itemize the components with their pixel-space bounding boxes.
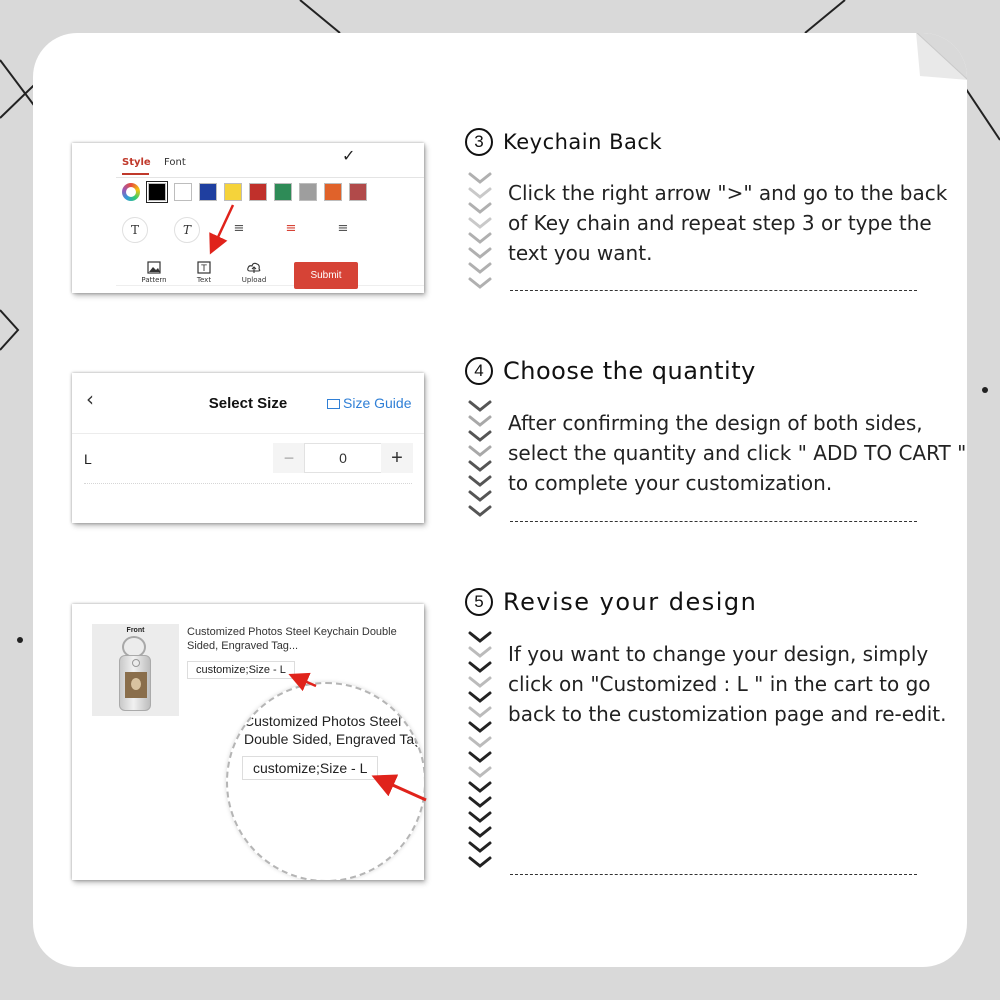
chevron-down-icon [467,795,493,810]
chevron-down-icon [467,810,493,825]
chevron-down-icon [467,840,493,855]
tutorial-card [33,33,967,967]
step-4-heading [465,357,756,385]
text-label: Text [196,276,212,284]
size-guide-label: Size Guide [343,395,412,411]
upload-label: Upload [241,276,267,284]
chevron-down-icon [467,246,493,261]
pattern-tool[interactable] [134,261,174,284]
chevron-down-icon [467,660,493,675]
step-3-description: Click the right arrow ">" and go to the back of Key chain and repeat step 3 or type the text you want. [508,181,948,265]
dashed-divider [510,290,917,291]
chevron-down-icon [467,504,493,519]
page-fold-corner [916,33,967,80]
step-number: 3 [465,128,493,156]
submit-button[interactable]: Submit [294,262,358,289]
color-swatch-gray[interactable] [299,183,317,201]
chevron-down-icon [467,414,493,429]
divider [116,177,424,178]
tab-font[interactable]: Font [164,157,186,168]
chevron-down-icon [467,675,493,690]
step-title: Choose the quantity [503,357,756,385]
chevron-down-icon [467,855,493,870]
zoom-product-title [244,712,424,748]
text-tool[interactable] [184,261,224,284]
customize-option-tag[interactable]: customize;Size - L [187,661,295,679]
align-right-icon[interactable]: ≡ [337,221,349,236]
step-title: Keychain Back [503,130,663,154]
tag-hole [132,659,140,667]
quantity-stepper [273,443,413,473]
decrease-quantity-button[interactable]: − [273,443,305,473]
zoom-title-line-1: Customized Photos Steel [244,713,402,729]
text-style-italic-button[interactable]: T [174,217,200,243]
chevron-down-icon [467,444,493,459]
step-number: 4 [465,357,493,385]
text-box-icon [197,261,211,274]
chevron-down-icon [467,276,493,291]
chevron-down-icon [467,261,493,276]
cloud-upload-icon [247,261,261,274]
quantity-field[interactable]: 0 [304,443,382,473]
chevron-down-icon [467,765,493,780]
tag-photo [125,672,147,698]
chevron-down-icon [467,459,493,474]
color-swatch-white[interactable] [174,183,192,201]
pattern-label: Pattern [141,276,167,284]
zoom-magnifier [226,682,424,880]
style-editor-screenshot [72,143,424,293]
zoom-customize-option-tag[interactable]: customize;Size - L [242,756,378,780]
chevron-down-icon [467,645,493,660]
chevron-down-icon [467,171,493,186]
active-tab-indicator [122,173,149,175]
step-5-description: If you want to change your design, simply click on "Customized : L " in the cart to go back to the customization page and re-edit. [508,642,947,726]
color-wheel-icon[interactable] [122,183,140,201]
chevron-left-icon[interactable]: ‹ [86,387,94,411]
product-thumbnail[interactable] [92,624,179,716]
select-size-screenshot [72,373,424,523]
front-label: Front [126,627,145,634]
divider [116,285,424,286]
align-left-icon[interactable]: ≡ [233,221,245,236]
chevron-down-icon [467,399,493,519]
color-swatch-blue[interactable] [199,183,217,201]
chevron-down-icon [467,216,493,231]
chevron-down-icon [467,780,493,795]
step-title: Revise your design [503,588,758,616]
upload-tool[interactable] [234,261,274,284]
chevron-down-icon [467,399,493,414]
color-swatch-brown[interactable] [349,183,367,201]
increase-quantity-button[interactable]: + [381,443,413,473]
size-option-label: L [84,451,92,467]
chevron-down-icon [467,171,493,291]
chevron-down-icon [467,750,493,765]
color-swatch-green[interactable] [274,183,292,201]
step-number: 5 [465,588,493,616]
ruler-icon [327,399,340,409]
zoom-title-line-2: Double Sided, Engraved Tag [244,731,422,747]
size-guide-link[interactable] [327,395,411,411]
keychain-tag-image [119,655,151,711]
chevron-down-icon [467,630,493,870]
color-swatch-yellow[interactable] [224,183,242,201]
select-size-title: Select Size [208,395,288,412]
step-3-heading [465,128,662,156]
color-swatch-orange[interactable] [324,183,342,201]
step-5-heading [465,588,757,616]
chevron-down-icon [467,825,493,840]
chevron-down-icon [467,630,493,645]
chevron-down-icon [467,201,493,216]
chevron-down-icon [467,690,493,705]
chevron-down-icon [467,186,493,201]
chevron-down-icon [467,231,493,246]
check-icon[interactable]: ✓ [342,146,356,165]
chevron-down-icon [467,705,493,720]
svg-text:T: T [201,264,207,274]
text-style-normal-button[interactable]: T [122,217,148,243]
divider [72,433,424,434]
tab-style[interactable]: Style [122,157,151,168]
align-center-icon[interactable]: ≡ [285,221,297,236]
color-swatch-black[interactable] [148,183,166,201]
dashed-divider [510,521,917,522]
chevron-down-icon [467,429,493,444]
chevron-down-icon [467,720,493,735]
image-icon [147,261,161,274]
chevron-down-icon [467,489,493,504]
chevron-down-icon [467,474,493,489]
chevron-down-icon [467,735,493,750]
cart-item-screenshot [72,604,424,880]
divider [84,483,412,484]
step-4-description: After confirming the design of both sides, select the quantity and click " ADD TO CART " to complete your customization. [508,411,967,495]
color-swatch-red[interactable] [249,183,267,201]
dashed-divider [510,874,917,875]
product-title[interactable]: Customized Photos Steel Keychain Double Sided, Engraved Tag... [187,626,397,652]
